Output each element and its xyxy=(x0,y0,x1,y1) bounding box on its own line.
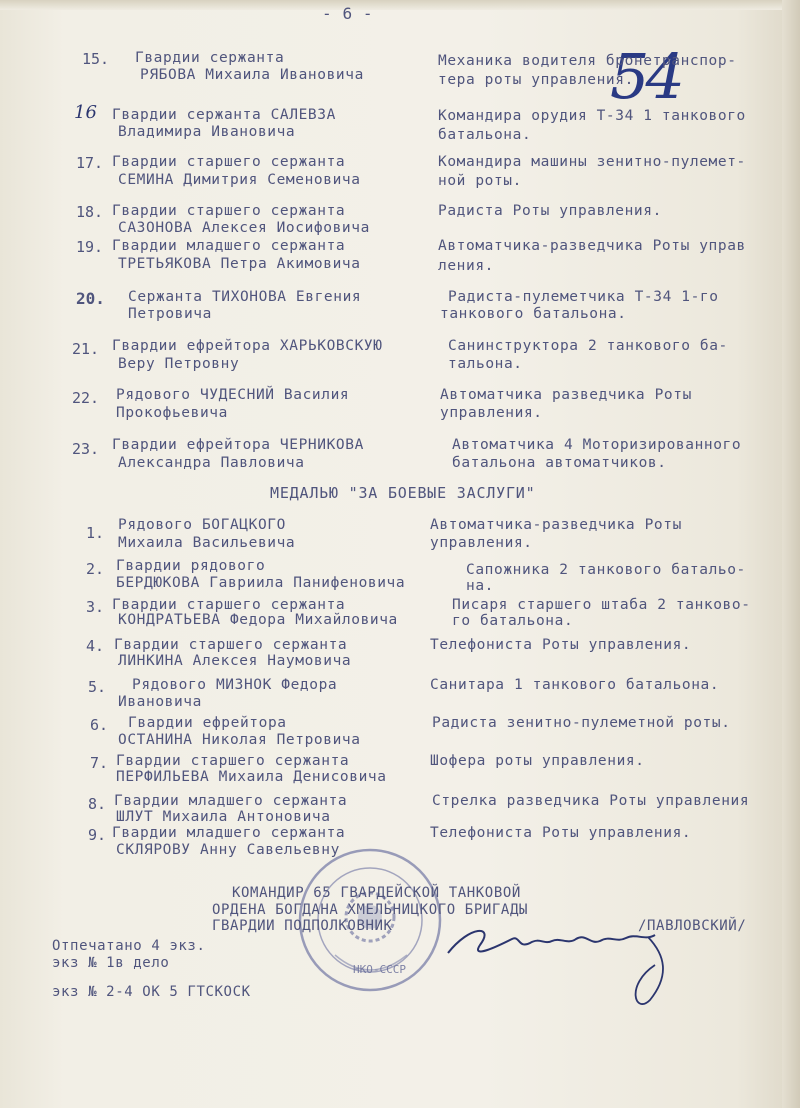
person-name: КОНДРАТЬЕВА Федора Михайловича xyxy=(118,612,398,628)
person-name: Веру Петровну xyxy=(118,356,240,372)
position-line: тальона. xyxy=(448,356,523,372)
person-name: ТРЕТЬЯКОВА Петра Акимовича xyxy=(118,256,361,272)
top-edge xyxy=(0,0,800,10)
position-line: Командира машины зенитно-пулемет- xyxy=(438,154,746,170)
rank-line: Гвардии ефрейтора xyxy=(128,715,287,731)
position-line: Радиста зенитно-пулеметной роты. xyxy=(432,715,731,731)
item-number: 4. xyxy=(86,637,105,655)
person-name: СКЛЯРОВУ Анну Савельевну xyxy=(116,842,340,858)
rank-line: Рядового ЧУДЕСНИЙ Василия xyxy=(116,387,350,403)
position-line: Автоматчика разведчика Роты xyxy=(440,387,692,403)
person-name: Петровича xyxy=(128,306,212,322)
copies-note-1: Отпечатано 4 экз. xyxy=(52,938,206,954)
position-line: Автоматчика-разведчика Роты управ xyxy=(438,238,746,254)
position-line: тера роты управления. xyxy=(438,72,634,88)
page-edge-shadow xyxy=(782,0,800,1108)
position-line: танкового батальона. xyxy=(440,306,627,322)
person-name: Ивановича xyxy=(118,694,202,710)
position-line: Радиста Роты управления. xyxy=(438,203,662,219)
page-mark: - 6 - xyxy=(322,4,374,23)
position-line: го батальона. xyxy=(452,613,574,629)
person-name: СЕМИНА Димитрия Семеновича xyxy=(118,172,361,188)
person-name: РЯБОВА Михаила Ивановича xyxy=(140,67,364,83)
position-line: Автоматчика-разведчика Роты xyxy=(430,517,682,533)
position-line: Телефониста Роты управления. xyxy=(430,637,692,653)
handwritten-signature xyxy=(440,905,680,1015)
position-line: на. xyxy=(466,578,494,594)
rank-line: Гвардии ефрейтора ХАРЬКОВСКУЮ xyxy=(112,338,383,354)
commander-line-3: ГВАРДИИ ПОДПОЛКОВНИК xyxy=(212,918,393,934)
position-line: управления. xyxy=(440,405,543,421)
item-number: 20. xyxy=(76,289,105,308)
item-number: 7. xyxy=(90,754,109,772)
position-line: Стрелка разведчика Роты управления xyxy=(432,793,750,809)
position-line: ной роты. xyxy=(438,173,522,189)
person-name: ОСТАНИНА Николая Петровича xyxy=(118,732,361,748)
position-line: батальона. xyxy=(438,127,532,143)
position-line: Писаря старшего штаба 2 танково- xyxy=(452,597,751,613)
person-name: Александра Павловича xyxy=(118,455,305,471)
person-name: ПЕРФИЛЬЕВА Михаила Денисовича xyxy=(116,769,387,785)
copies-note-3: экз № 2-4 ОК 5 ГТСКОСК xyxy=(52,984,251,1000)
item-number: 9. xyxy=(88,826,107,844)
rank-line: Гвардии сержанта САЛЕВЗА xyxy=(112,107,336,123)
item-number: 8. xyxy=(88,795,107,813)
rank-line: Гвардии ефрейтора ЧЕРНИКОВА xyxy=(112,437,364,453)
rank-line: Гвардии рядового xyxy=(116,558,266,574)
rank-line: Гвардии младшего сержанта xyxy=(114,793,348,809)
position-line: Телефониста Роты управления. xyxy=(430,825,692,841)
rank-line: Рядового БОГАЦКОГО xyxy=(118,517,286,533)
copies-note-2: экз № 1в дело xyxy=(52,955,170,971)
item-number: 21. xyxy=(72,340,100,358)
stamp-text: НКО-СССР xyxy=(353,963,406,976)
rank-line: Гвардии младшего сержанта xyxy=(112,825,346,841)
rank-line: Гвардии сержанта xyxy=(135,50,285,66)
person-name: БЕРДЮКОВА Гавриила Панифеновича xyxy=(116,575,406,591)
person-name: ШЛУТ Михаила Антоновича xyxy=(116,809,331,825)
position-line: Командира орудия Т-34 1 танкового xyxy=(438,108,746,124)
item-number: 3. xyxy=(86,598,105,616)
handwritten-item-number: 16 xyxy=(74,102,97,123)
person-name: Прокофьевича xyxy=(116,405,228,421)
position-line: управления. xyxy=(430,535,533,551)
item-number: 15. xyxy=(82,50,110,68)
item-number: 2. xyxy=(86,560,105,578)
position-line: Автоматчика 4 Моторизированного xyxy=(452,437,742,453)
position-line: Сапожника 2 танкового батальо- xyxy=(466,562,746,578)
position-line: Санинструктора 2 танкового ба- xyxy=(448,338,728,354)
signer-name: /ПАВЛОВСКИЙ/ xyxy=(638,918,747,934)
rank-line: Рядового МИЗНОК Федора xyxy=(132,677,338,693)
item-number: 6. xyxy=(90,716,109,734)
section-title: МЕДАЛЬЮ "ЗА БОЕВЫЕ ЗАСЛУГИ" xyxy=(270,484,536,502)
person-name: Михаила Васильевича xyxy=(118,535,296,551)
position-line: ления. xyxy=(438,258,494,274)
position-line: Шофера роты управления. xyxy=(430,753,645,769)
rank-line: Сержанта ТИХОНОВА Евгения xyxy=(128,289,362,305)
handwritten-page-number: 54 xyxy=(610,40,681,113)
position-line: Санитара 1 танкового батальона. xyxy=(430,677,720,693)
rank-line: Гвардии младшего сержанта xyxy=(112,238,346,254)
item-number: 17. xyxy=(76,154,104,172)
rank-line: Гвардии старшего сержанта xyxy=(114,637,348,653)
rank-line: Гвардии старшего сержанта xyxy=(112,597,346,613)
item-number: 5. xyxy=(88,678,107,696)
position-line: Механика водителя бронетранспор- xyxy=(438,53,737,69)
person-name: ЛИНКИНА Алексея Наумовича xyxy=(118,653,352,669)
person-name: Владимира Ивановича xyxy=(118,124,296,140)
item-number: 22. xyxy=(72,389,100,407)
item-number: 23. xyxy=(72,440,100,458)
rank-line: Гвардии старшего сержанта xyxy=(112,154,346,170)
item-number: 19. xyxy=(76,238,104,256)
commander-line-2: ОРДЕНА БОГДАНА ХМЕЛЬНИЦКОГО БРИГАДЫ xyxy=(212,902,529,918)
commander-line-1: КОМАНДИР 65 ГВАРДЕЙСКОЙ ТАНКОВОЙ xyxy=(232,885,521,901)
item-number: 18. xyxy=(76,203,104,221)
rank-line: Гвардии старшего сержанта xyxy=(112,203,346,219)
rank-line: Гвардии старшего сержанта xyxy=(116,753,350,769)
item-number: 1. xyxy=(86,524,105,542)
position-line: Радиста-пулеметчика Т-34 1-го xyxy=(448,289,719,305)
person-name: САЗОНОВА Алексея Иосифовича xyxy=(118,220,370,236)
position-line: батальона автоматчиков. xyxy=(452,455,667,471)
